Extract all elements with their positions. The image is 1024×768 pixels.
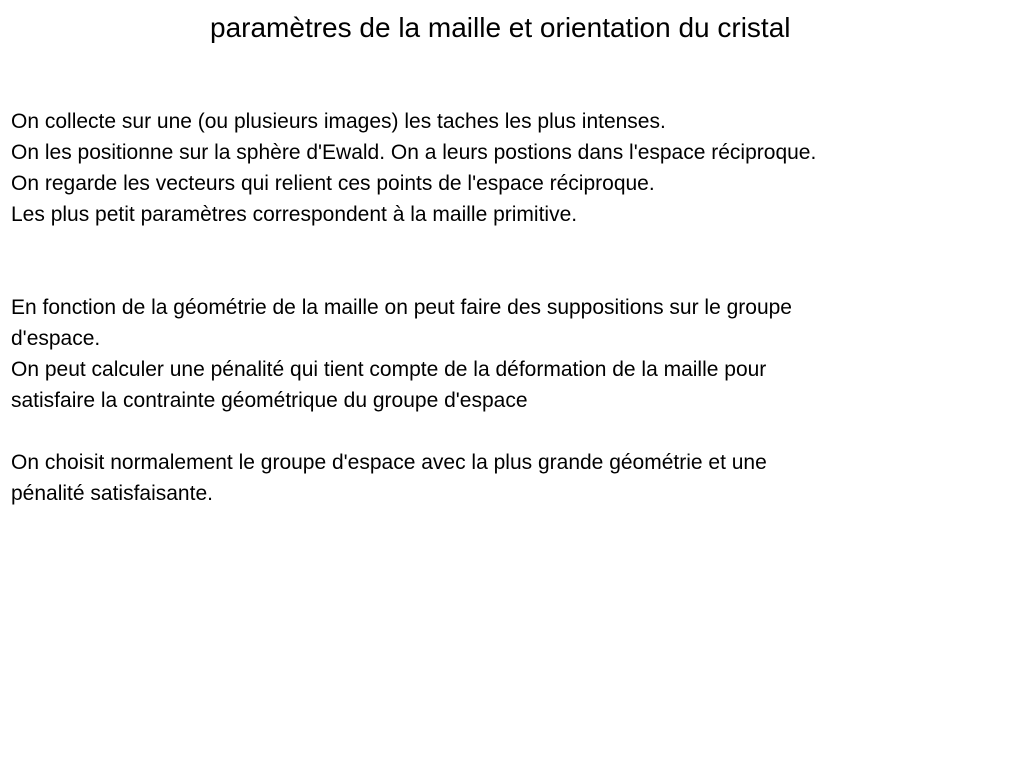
text-line: On peut calculer une pénalité qui tient compte de la déformation de la maille pour [11,358,767,381]
text-line: On collecte sur une (ou plusieurs images) les taches les plus intenses. [11,110,666,133]
text-line: On les positionne sur la sphère d'Ewald. On a leurs postions dans l'espace réciproque. [11,141,817,164]
slide-body [11,106,1016,509]
slide-title: paramètres de la maille et orientation du cristal [210,12,791,43]
paragraph-space-group-choice [11,447,1016,509]
text-line: En fonction de la géométrie de la maille on peut faire des suppositions sur le groupe [11,296,792,319]
text-line: Les plus petit paramètres correspondent à la maille primitive. [11,203,578,226]
text-line: On regarde les vecteurs qui relient ces points de l'espace réciproque. [11,172,655,195]
paragraph-space-group-hypothesis [11,292,1016,416]
text-line: d'espace. [11,327,101,350]
text-line: On choisit normalement le groupe d'espace avec la plus grande géométrie et une [11,451,767,474]
text-line: satisfaire la contrainte géométrique du groupe d'espace [11,389,528,412]
paragraph-spacer [11,416,1016,447]
paragraph-reflection-collection [11,106,1016,230]
paragraph-spacer [11,230,1016,292]
text-line: pénalité satisfaisante. [11,482,213,505]
